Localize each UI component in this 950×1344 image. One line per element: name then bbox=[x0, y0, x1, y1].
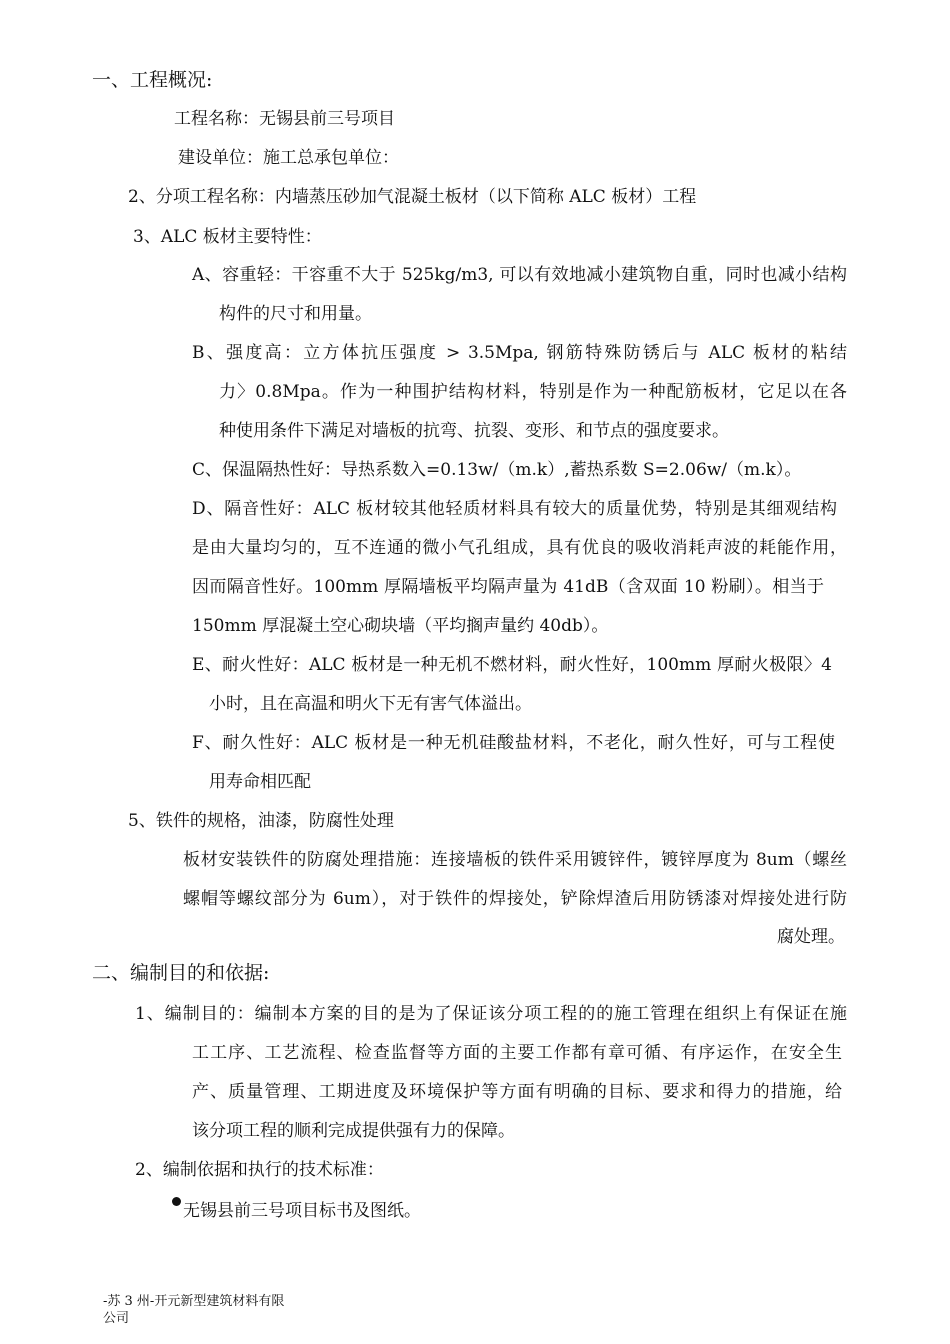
property-b-line3: 种使用条件下满足对墙板的抗弯、抗裂、变形、和节点的强度要求。 bbox=[219, 421, 729, 441]
property-b-line2: 力〉0.8Mpa。作为一种围护结构材料，特别是作为一种配筋板材，它足以在各 bbox=[219, 382, 847, 402]
section-2-heading: 二、编制目的和依据: bbox=[92, 962, 270, 984]
purpose-line2: 工工序、工艺流程、检查监督等方面的主要工作都有章可循、有序运作，在安全生 bbox=[192, 1043, 842, 1063]
footer-company-line1: -苏 3 州-开元新型建筑材料有限 bbox=[103, 1294, 285, 1309]
subproject-name: 2、分项工程名称：内墙蒸压砂加气混凝土板材（以下简称 ALC 板材）工程 bbox=[128, 187, 697, 207]
iron-parts-line1: 板材安装铁件的防腐处理措施：连接墙板的铁件采用镀锌件，镀锌厚度为 8um（螺丝 bbox=[183, 850, 847, 870]
iron-parts-line2: 螺帽等螺纹部分为 6um），对于铁件的焊接处，铲除焊渣后用防锈漆对焊接处进行防 bbox=[183, 889, 847, 909]
basis-item-1: 无锡县前三号项目标书及图纸。 bbox=[183, 1201, 421, 1221]
purpose-line3: 产、质量管理、工期进度及环境保护等方面有明确的目标、要求和得力的措施，给 bbox=[192, 1082, 842, 1102]
property-e-line1: E、耐火性好：ALC 板材是一种无机不燃材料，耐火性好，100mm 厚耐火极限〉4 bbox=[192, 655, 832, 675]
project-name: 工程名称：无锡县前三号项目 bbox=[174, 109, 395, 129]
property-a-line1: A、容重轻：干容重不大于 525kg/m3, 可以有效地减小建筑物自重，同时也减小结构 bbox=[192, 265, 847, 285]
property-a-line2: 构件的尺寸和用量。 bbox=[219, 304, 372, 324]
property-d-line1: D、隔音性好：ALC 板材较其他轻质材料具有较大的质量优势，特别是其细观结构 bbox=[192, 499, 837, 519]
iron-parts-heading: 5、铁件的规格，油漆，防腐性处理 bbox=[128, 811, 394, 831]
purpose-line1: 1、编制目的：编制本方案的目的是为了保证该分项工程的的施工管理在组织上有保证在施 bbox=[135, 1004, 847, 1024]
footer-company-line2: 公司 bbox=[103, 1311, 130, 1326]
property-b-line1: B、强度高：立方体抗压强度 > 3.5Mpa, 钢筋特殊防锈后与 ALC 板材的粘结 bbox=[192, 343, 847, 363]
property-d-line4: 150mm 厚混凝土空心砌块墙（平均搁声量约 40db）。 bbox=[192, 616, 609, 636]
basis-heading: 2、编制依据和执行的技术标准： bbox=[135, 1160, 384, 1180]
iron-parts-line3: 腐处理。 bbox=[777, 927, 845, 947]
property-f-line1: F、耐久性好：ALC 板材是一种无机硅酸盐材料，不老化，耐久性好，可与工程使 bbox=[192, 733, 835, 753]
property-d-line3: 因而隔音性好。100mm 厚隔墙板平均隔声量为 41dB（含双面 10 粉刷）。相当于 bbox=[192, 577, 824, 597]
property-d-line2: 是由大量均匀的，互不连通的微小气孔组成，具有优良的吸收消耗声波的耗能作用， bbox=[192, 538, 847, 558]
property-e-line2: 小时，且在高温和明火下无有害气体溢出。 bbox=[209, 694, 532, 714]
property-f-line2: 用寿命相匹配 bbox=[209, 772, 311, 792]
property-c: C、保温隔热性好：导热系数入=0.13w/（m.k）,蓄热系数 S=2.06w/（m.k）。 bbox=[192, 460, 802, 480]
bullet-icon bbox=[172, 1197, 181, 1206]
purpose-line4: 该分项工程的顺利完成提供强有力的保障。 bbox=[192, 1121, 515, 1141]
construction-units: 建设单位：施工总承包单位： bbox=[178, 148, 399, 168]
section-1-heading: 一、工程概况: bbox=[92, 69, 213, 91]
alc-properties-heading: 3、ALC 板材主要特性： bbox=[133, 227, 322, 247]
